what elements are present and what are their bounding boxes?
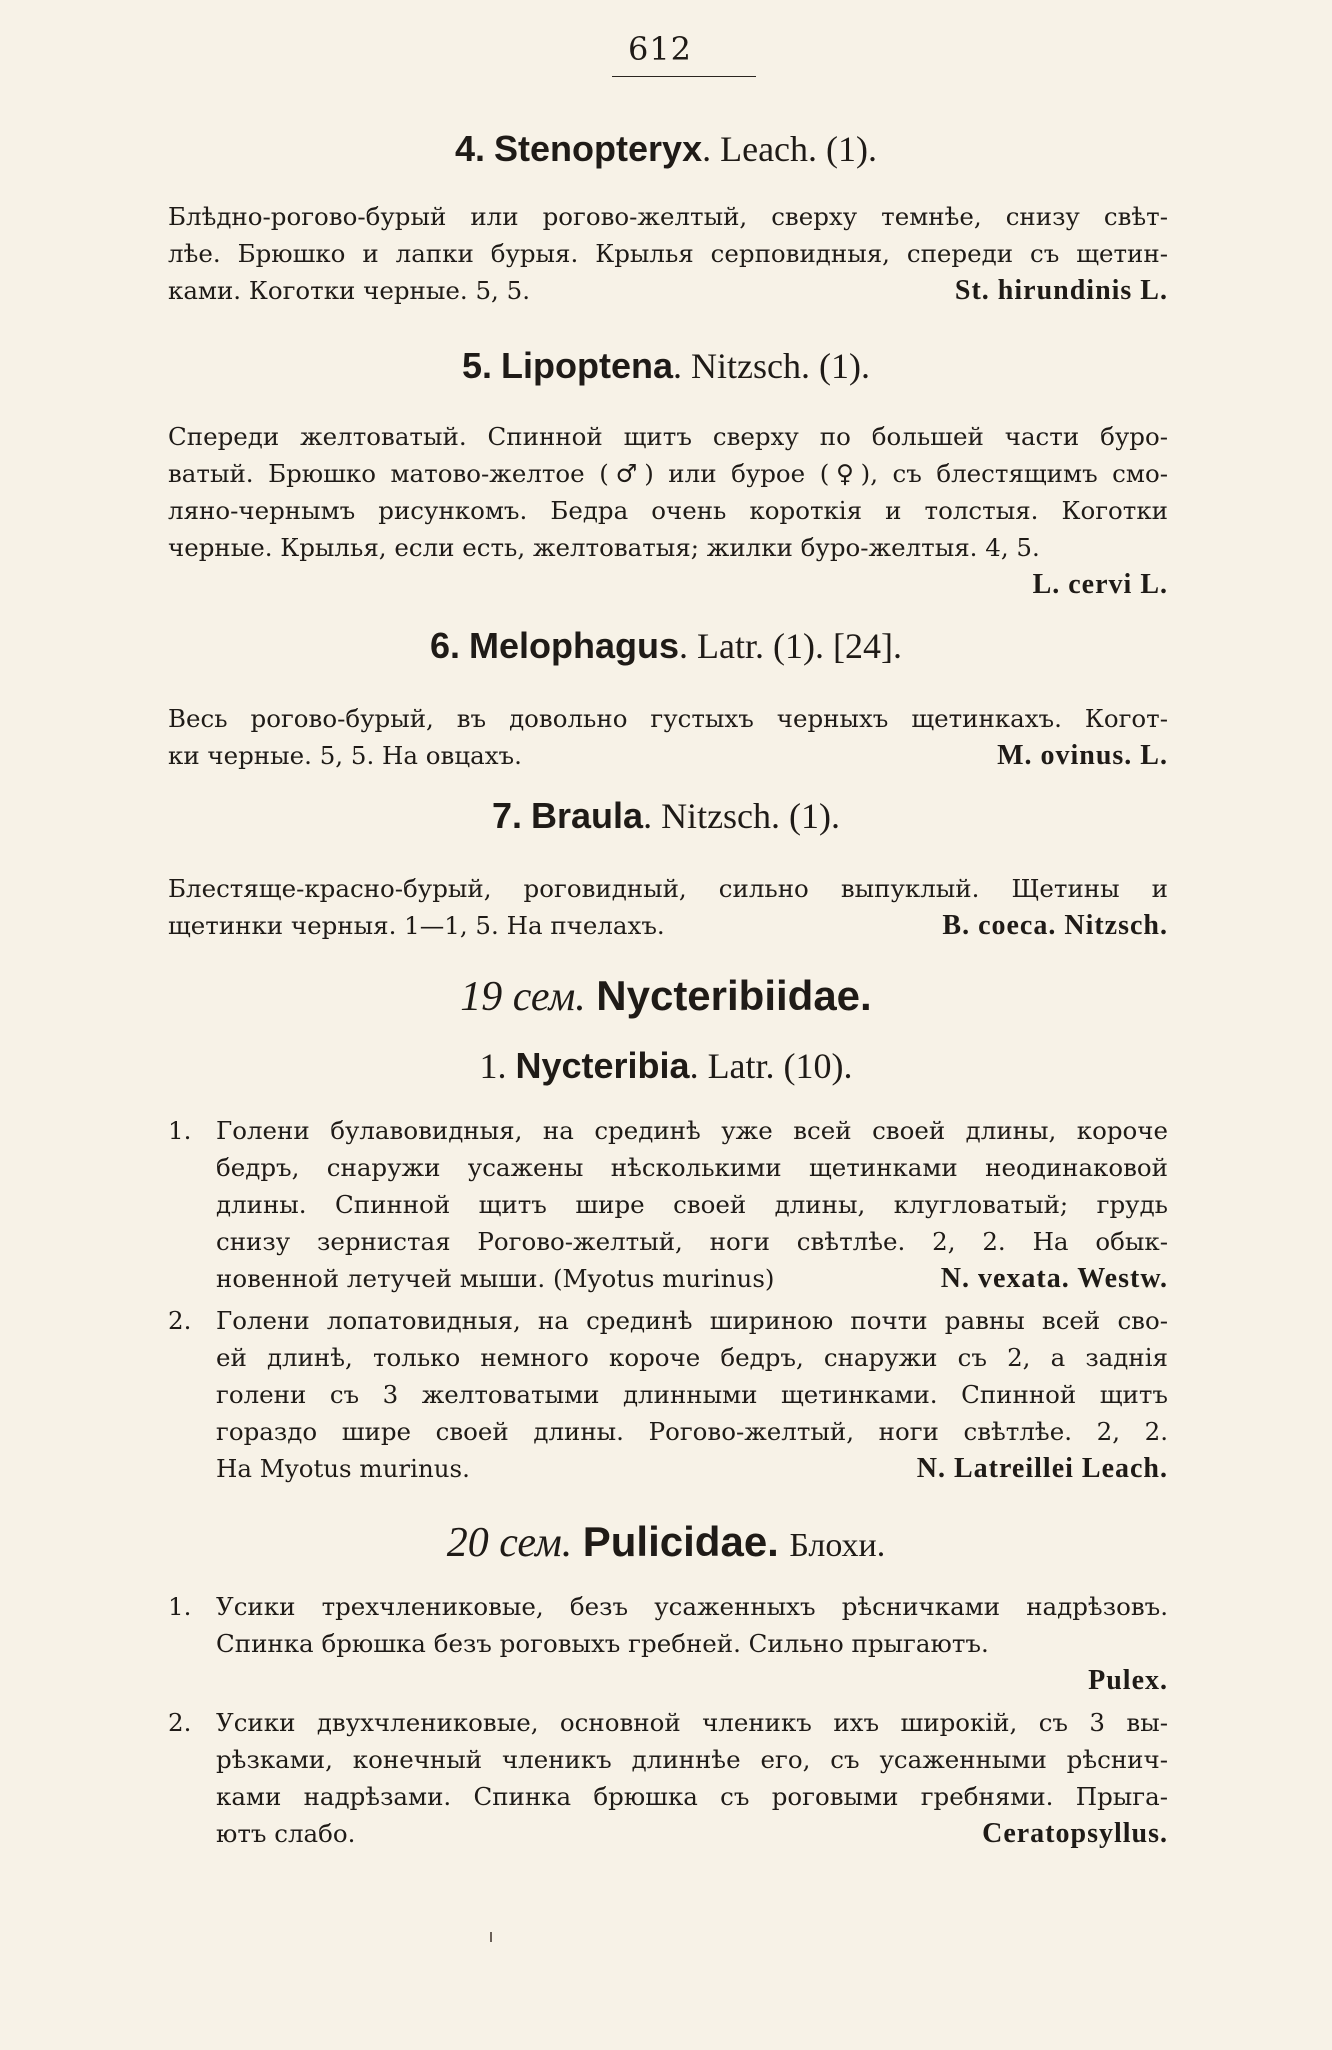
- species-name: N. vexata. Westw.: [940, 1263, 1168, 1294]
- family-heading-pulicidae: [0, 1518, 1332, 1567]
- text-line: черные. Крылья, если есть, желтоватыя; жилки буро-желтыя. 4, 5.: [168, 533, 1040, 562]
- species-name: St. hirundinis L.: [954, 275, 1168, 306]
- key-item-number: 1.: [168, 1592, 192, 1621]
- text-line: [168, 907, 1168, 944]
- genus-heading-nycteribia: [0, 1045, 1332, 1087]
- genus-number: 1.: [479, 1046, 507, 1086]
- text-line: лѣе. Брюшко и лапки бурыя. Крылья серповидныя, спереди съ щетин-: [168, 239, 1168, 268]
- genus-number: 5.: [462, 345, 493, 386]
- text-line: [168, 737, 1168, 774]
- page-number: 612: [627, 30, 693, 68]
- family-name: Nycteribiidae.: [596, 972, 872, 1019]
- key-item-text: [216, 1704, 1168, 1852]
- text-line-end: новенной летучей мыши. (Myotus murinus): [216, 1264, 775, 1293]
- page-number-rule: [612, 76, 756, 77]
- species-name: B. coeca. Nitzsch.: [942, 910, 1168, 941]
- family-common-name: Блохи.: [789, 1527, 886, 1564]
- genus-authority: . Leach. (1).: [702, 129, 877, 169]
- key-item-text: [216, 1588, 1168, 1699]
- text-line: Спинка брюшка безъ роговыхъ гребней. Сильно прыгаютъ.: [216, 1629, 989, 1658]
- genus-name: Stenopteryx: [494, 128, 703, 169]
- text-line: Голени булавовидныя, на срединѣ уже всей своей длины, короче: [216, 1116, 1168, 1145]
- text-line: длины. Спинной щитъ шире своей длины, клугловатый; грудь: [216, 1190, 1168, 1219]
- text-line: гораздо шире своей длины. Рогово-желтый, ноги свѣтлѣе. 2, 2.: [216, 1417, 1168, 1446]
- genus-name: Nycteribia: [515, 1045, 690, 1086]
- text-line: ватый. Брюшко матово-желтое (♂) или бурое (♀), съ блестящимъ смо-: [168, 459, 1168, 488]
- text-line: Усики трехчлениковые, безъ усаженныхъ рѣсничками надрѣзовъ.: [216, 1592, 1168, 1621]
- genus-description-braula: [168, 870, 1168, 944]
- family-heading-nycteribiidae: [0, 972, 1332, 1021]
- genus-number: 7.: [491, 795, 523, 836]
- genus-description-lipoptena: [168, 418, 1168, 603]
- genus-result: Pulex.: [1088, 1665, 1168, 1696]
- text-line: Спереди желтоватый. Спинной щитъ сверху по большей части буро-: [168, 422, 1168, 451]
- genus-authority: . Nitzsch. (1).: [673, 346, 870, 386]
- species-line: [216, 1662, 1168, 1699]
- genus-name: Braula: [531, 795, 644, 836]
- family-name: Pulicidae.: [582, 1518, 779, 1565]
- genus-heading-melophagus: [0, 625, 1332, 667]
- text-line: бедръ, снаружи усажены нѣсколькими щетинками неодинаковой: [216, 1153, 1168, 1182]
- text-line: ками надрѣзами. Спинка брюшка съ роговыми гребнями. Прыга-: [216, 1782, 1168, 1811]
- text-line: Блестяще-красно-бурый, роговидный, сильно выпуклый. Щетины и: [168, 874, 1168, 903]
- genus-authority: . Latr. (10).: [689, 1046, 853, 1086]
- key-item-text: [216, 1112, 1168, 1297]
- text-line: ей длинѣ, только немного короче бедръ, снаружи съ 2, а заднія: [216, 1343, 1168, 1372]
- text-line: Усики двухчлениковые, основной членикъ ихъ широкій, съ 3 вы-: [216, 1708, 1168, 1737]
- genus-description-stenopteryx: [168, 198, 1168, 309]
- text-line-end: ки черные. 5, 5. На овцахъ.: [168, 741, 522, 770]
- family-number: 19 сем.: [460, 974, 586, 1020]
- species-name: M. ovinus. L.: [997, 740, 1168, 771]
- genus-name: Lipoptena: [501, 345, 674, 386]
- genus-description-melophagus: [168, 700, 1168, 774]
- species-line: [168, 566, 1168, 603]
- genus-number: 6.: [430, 625, 461, 666]
- species-name: N. Latreillei Leach.: [916, 1453, 1168, 1484]
- key-item-number: 1.: [168, 1116, 192, 1145]
- genus-authority: . Nitzsch. (1).: [643, 796, 841, 836]
- text-line: Весь рогово-бурый, въ довольно густыхъ черныхъ щетинкахъ. Когот-: [168, 704, 1168, 733]
- key-item-number: 2.: [168, 1708, 192, 1737]
- genus-number: 4.: [455, 128, 486, 169]
- key-item-text: [216, 1302, 1168, 1487]
- genus-authority: . Latr. (1). [24].: [679, 626, 902, 666]
- text-line: голени съ 3 желтоватыми длинными щетинками. Спинной щитъ: [216, 1380, 1168, 1409]
- text-line: [216, 1450, 1168, 1487]
- genus-heading-lipoptena: [0, 345, 1332, 387]
- text-line: ляно-чернымъ рисункомъ. Бедра очень короткія и толстыя. Коготки: [168, 496, 1168, 525]
- text-line: рѣзками, конечный членикъ длиннѣе его, съ усаженными рѣснич-: [216, 1745, 1168, 1774]
- key-item-number: 2.: [168, 1306, 192, 1335]
- text-line-end: щетинки черныя. 1—1, 5. На пчелахъ.: [168, 911, 665, 940]
- text-line: [216, 1815, 1168, 1852]
- genus-name: Melophagus: [469, 625, 680, 666]
- text-line: [216, 1260, 1168, 1297]
- text-line-end: ками. Коготки черные. 5, 5.: [168, 276, 530, 305]
- text-line: [168, 272, 1168, 309]
- family-number: 20 сем.: [446, 1520, 573, 1566]
- genus-result: Ceratopsyllus.: [982, 1818, 1168, 1849]
- text-line-end: На Myotus murinus.: [216, 1454, 470, 1483]
- species-name: L. cervi L.: [1032, 569, 1168, 600]
- text-line: Блѣдно-рогово-бурый или рогово-желтый, сверху темнѣе, снизу свѣт-: [168, 202, 1168, 231]
- text-line-end: ютъ слабо.: [216, 1819, 356, 1848]
- genus-heading-stenopteryx: [0, 128, 1332, 170]
- text-line: снизу зернистая Рогово-желтый, ноги свѣтлѣе. 2, 2. На обык-: [216, 1227, 1168, 1256]
- text-line: Голени лопатовидныя, на срединѣ шириною почти равны всей сво-: [216, 1306, 1168, 1335]
- genus-heading-braula: [0, 795, 1332, 837]
- print-speck: [490, 1932, 492, 1942]
